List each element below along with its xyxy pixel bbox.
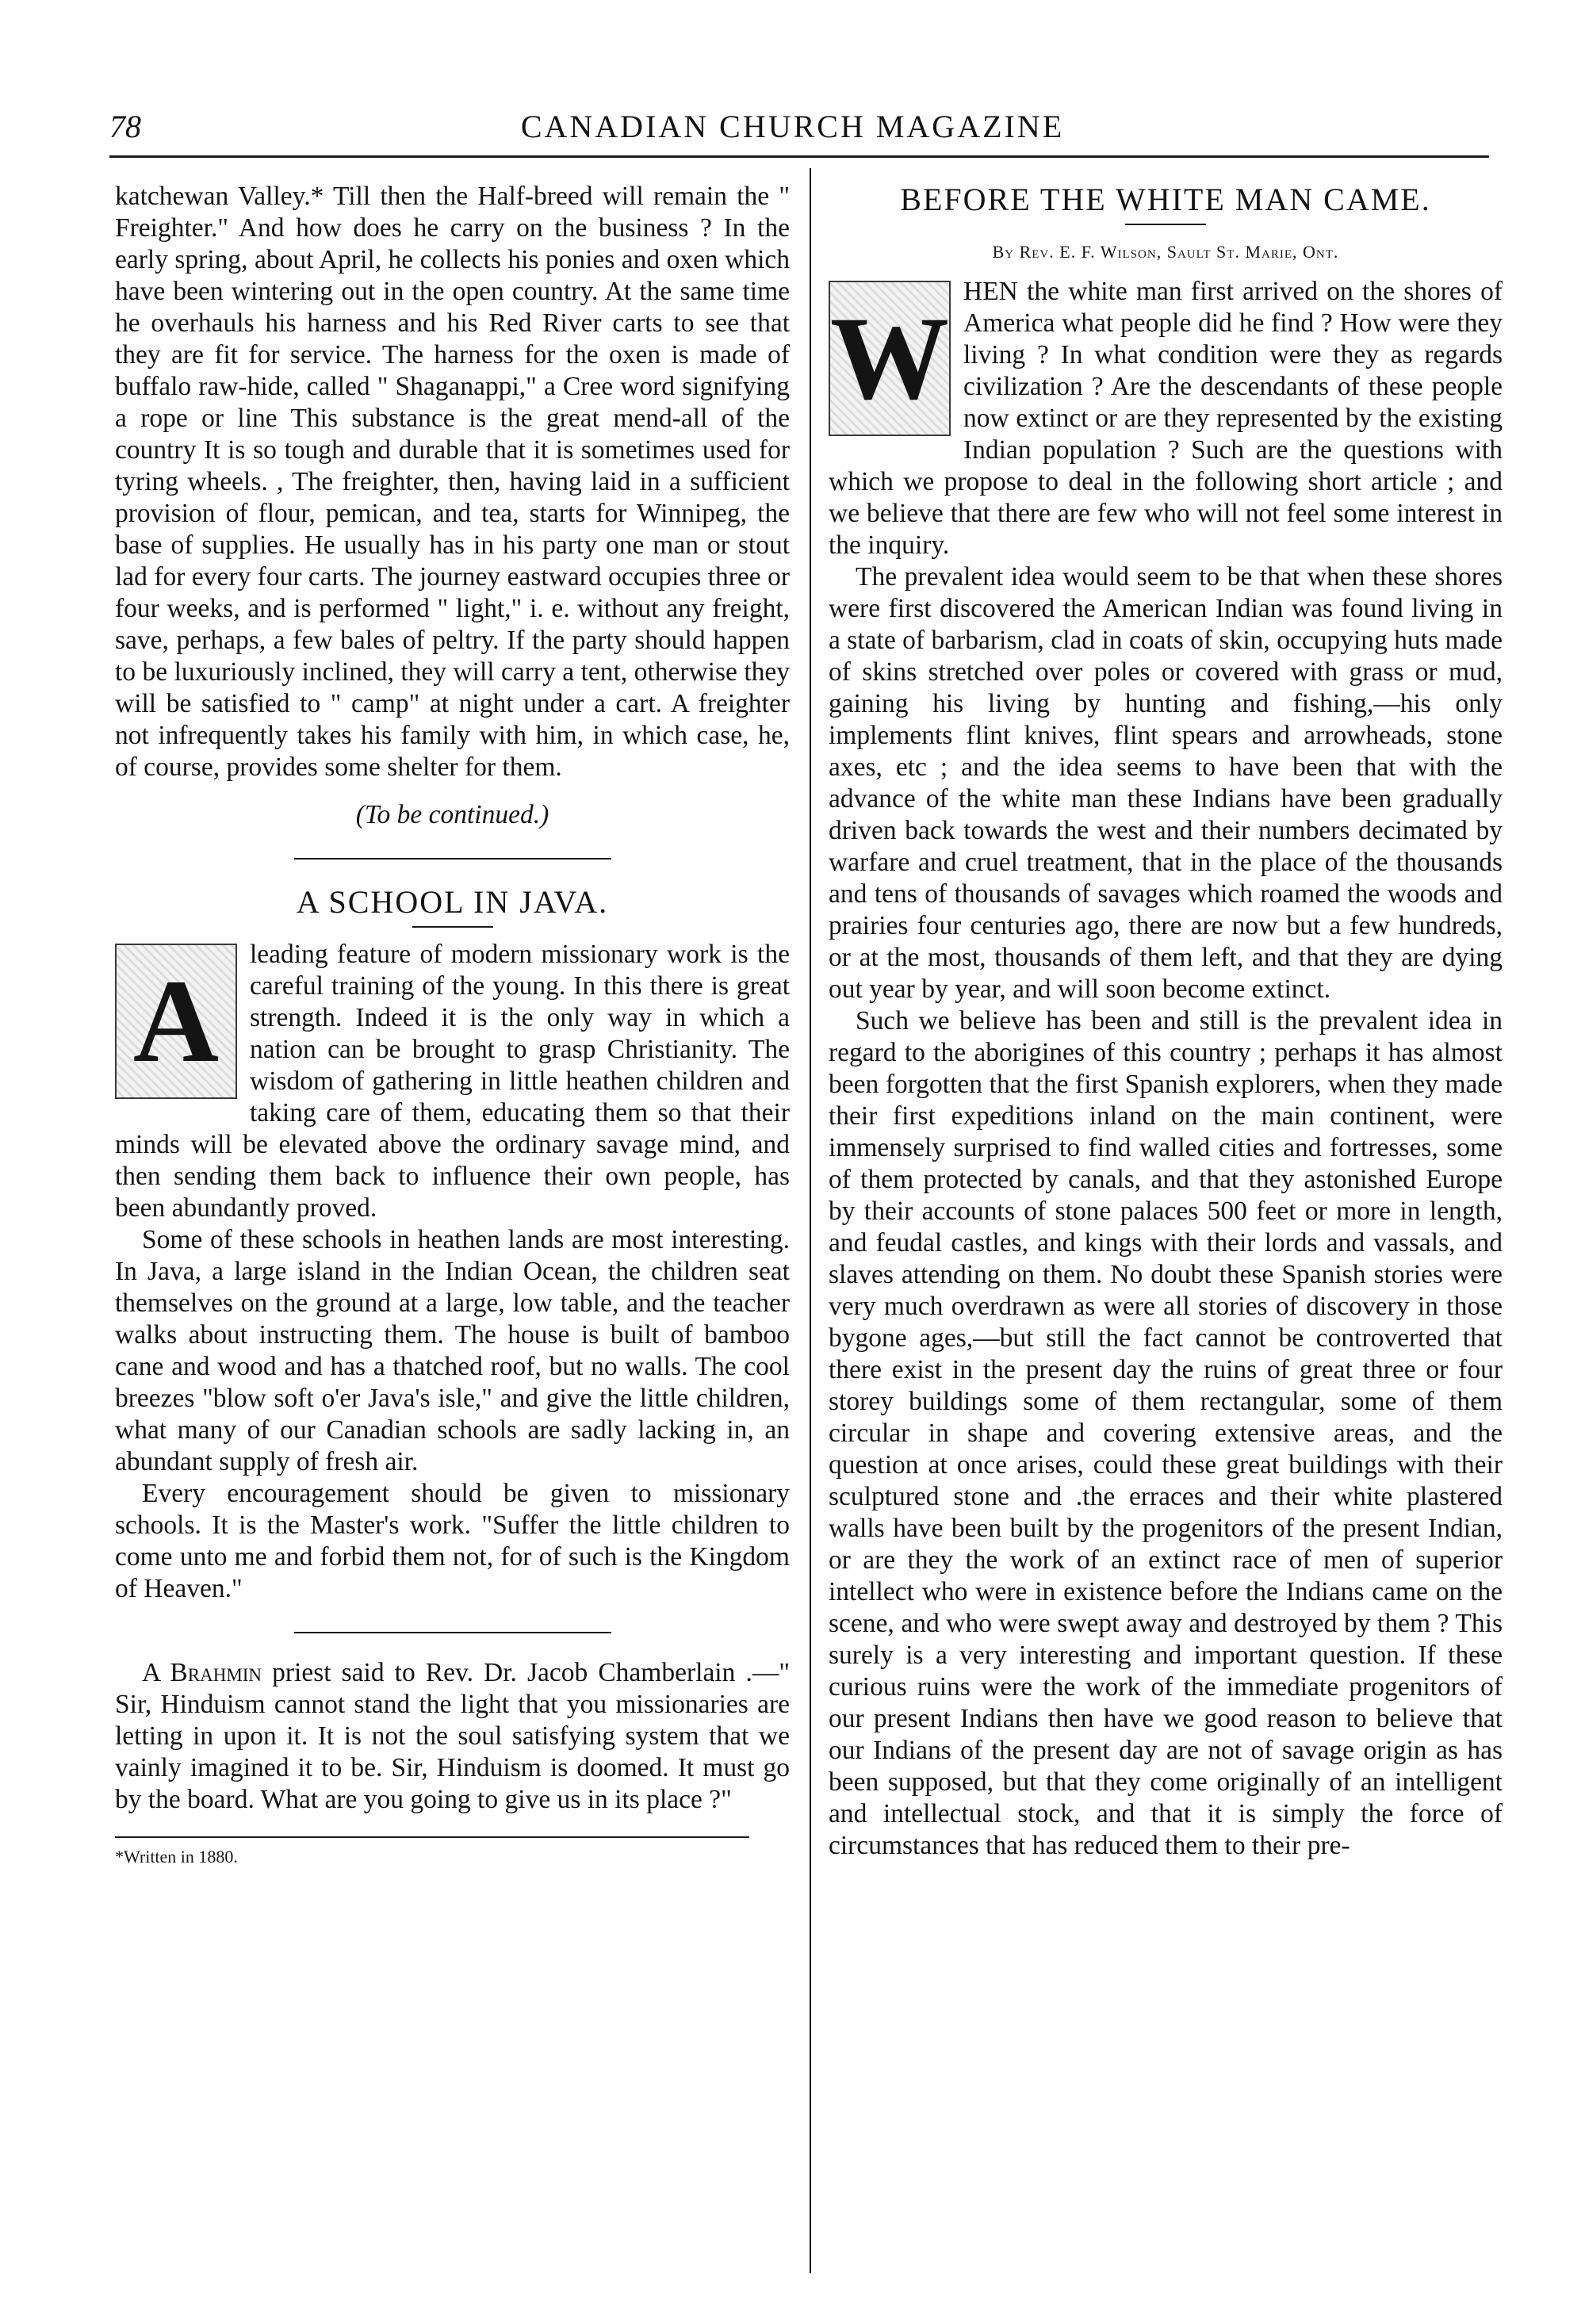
white-man-paragraph-2: The prevalent idea would seem to be that when these shores were first discovered the American Indian was found living in a state of barbarism, clad in coats of skin, occupying huts made of skins stretched over poles or covered with grass or mud, gaining his living by hunting and fishing,—his only implements flint knives, flint spears and arrowheads, stone axes, etc ; and the idea seems to have been that with the advance of the white man these Indians have been gradually driven back towards the west and their numbers decimated by warfare and cruel treatment, that in the place of the thousands and tens of thousands of savages which roamed the woods and prairies four centuries ago, there are now but a few hundreds, or at the most, thousands of them left, and that they are dying out year by year, and will soon become extinct. <box>829 562 1503 1004</box>
continuation-paragraph: katchewan Valley.* Till then the Half-breed will remain the " Freighter." And how does he carry on the business ? In the early spring, about April, he collects his ponies and oxen which have been wintering out in the open country. At the same time he overhauls his harness and his Red River carts to see that they are fit for service. The harness for the oxen is made of buffalo raw-hide, called " Shaganappi," a Cree word signifying a rope or line This substance is the great mend-all of the country It is so tough and durable that it is sometimes used for tyring wheels. , The freighter, then, having laid in a sufficient provision of flour, pemican, and tea, starts for Winnipeg, the base of supplies. He usually has in his party one man or stout lad for every four carts. The journey eastward occupies three or four weeks, and is performed " light," i. e. without any freight, save, perhaps, a few bales of peltry. If the party should happen to be luxuriously inclined, they will carry a tent, otherwise they will be satisfied to " camp" at night under a cart. A freighter not infrequently takes his family with him, in which case, he, of course, provides some shelter for them. <box>115 182 790 782</box>
school-paragraph-2: Some of these schools in heathen lands are most interesting. In Java, a large island in the Indian Ocean, the children seat themselves on the ground at a large, low table, and the teacher walks about instructing them. The house is built of bamboo cane and wood and has a thatched roof, but no walls. The cool breezes "blow soft o'er Java's isle," and give the little children, what many of our Canadian schools are sadly lacking in, an abundant supply of fresh air. <box>115 1225 790 1476</box>
to-be-continued-note: (To be continued.) <box>355 800 549 829</box>
right-column <box>829 181 1503 1862</box>
ornamental-dropcap-w: W <box>829 281 951 436</box>
footnote: *Written in 1880. <box>115 1847 238 1866</box>
header-rule <box>109 155 1489 158</box>
footnote-rule <box>115 1836 749 1838</box>
column-divider <box>810 168 811 2273</box>
school-paragraph-3: Every encouragement should be given to missionary schools. It is the Master's work. "Suffer the little children to come unto me and forbid them not, for of such is the Kingdom of Heaven." <box>115 1479 790 1603</box>
white-man-paragraph-3: Such we believe has been and still is the prevalent idea in regard to the aborigines of this country ; perhaps it has almost been forgotten that the first Spanish explorers, when they made their first expeditions inland on the main continent, were immensely surprised to find walled cities and fortresses, some of them protected by canals, and that they astonished Europe by their accounts of stone palaces 500 feet or more in length, and feudal castles, and kings with their lords and vassals, and slaves attending on them. No doubt these Spanish stories were very much overdrawn as were all stories of discovery in those bygone ages,—but still the fact cannot be controverted that there exist in the present day the ruins of great three or four storey buildings some of them rectangular, some of them circular in shape and covering extensive areas, and the question at once arises, could these great buildings with their sculptured stone and .the erraces and their white plastered walls have been built by the progenitors of the present Indian, or are they the work of an extinct race of men of superior intellect who were in existence before the Indians came on the scene, and who were swept away and destroyed by them ? This surely is a very interesting and important question. If these curious ruins were the work of the immediate progenitors of our present Indians then have we good reason to believe that our Indians of the present day are not of savage origin as has been supposed, but that they come originally of an intelligent and intellectual stock, and that it is simply the force of circumstances that has reduced them to their pre- <box>829 1006 1503 1860</box>
running-head <box>0 108 1585 147</box>
brahmin-note-text: priest said to Rev. Dr. Jacob Chamberlain .—" Sir, Hinduism cannot stand the light that you missionaries are letting in upon it. It is not the soul satisfying system that we vainly imagined it to be. Sir, Hinduism is doomed. It must go by the board. What are you going to give us in its place ?" <box>115 1658 790 1814</box>
school-article-title: A SCHOOL IN JAVA. <box>296 884 609 920</box>
brahmin-note <box>115 1657 790 1816</box>
page-number: 78 <box>109 109 141 144</box>
section-rule <box>294 858 611 860</box>
left-column <box>115 181 790 1868</box>
white-man-article-title: BEFORE THE WHITE MAN CAME. <box>900 182 1431 217</box>
ornamental-dropcap-a: A <box>115 944 237 1099</box>
journal-title: CANADIAN CHURCH MAGAZINE <box>520 109 1065 144</box>
white-man-paragraph-1: HEN the white man first arrived on the shores of America what people did he find ? How were they living ? In what condition were they as regards civilization ? Are the descendants of these people now extinct or are they represented by the existing Indian population ? Such are the questions with which we propose to deal in the following short article ; and we believe that there are few who will not feel some interest in the inquiry. <box>829 277 1503 560</box>
section-rule-2 <box>294 1632 611 1633</box>
title-rule <box>412 926 493 928</box>
school-paragraph-1: leading feature of modern missionary work is the careful training of the young. In this there is great strength. Indeed it is the only way in which a nation can be brought to grasp Christianity. The wisdom of gathering in little heathen children and taking care of them, educating them so that their minds will be elevated above the ordinary savage mind, and then sending them back to influence their own people, has been abundantly proved. <box>115 940 790 1223</box>
title-rule-right <box>1125 224 1206 225</box>
byline: By Rev. E. F. Wilson, Sault St. Marie, Ont. <box>992 242 1339 262</box>
brahmin-note-lead: A Brahmin <box>142 1658 262 1687</box>
